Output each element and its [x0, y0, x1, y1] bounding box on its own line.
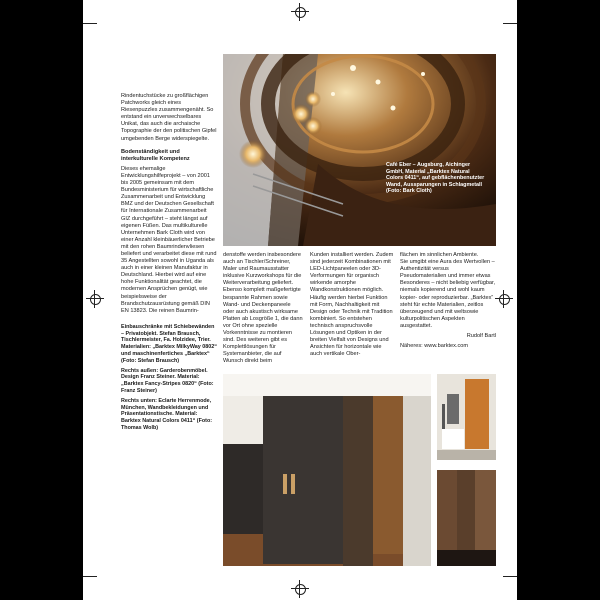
photo-cafe-staircase [223, 54, 496, 246]
caption-built-in-cabinets: Einbauschränke mit Schiebewänden – Privatobjekt. Stefan Brausch, Tischlermeister, Fa. Holzidee, Trier. Materialien: „Barktex MilkyWay 0802“ und maschinenfertiches „Barktex“ (Foto: Stefan Brausch) [121, 323, 217, 364]
right-text-column [400, 252, 496, 353]
photo-built-in-cabinets [223, 374, 431, 566]
left-text-column [121, 93, 217, 435]
crop-mark [83, 576, 97, 577]
photo-menswear-store [437, 470, 496, 566]
mid-paragraph-1: denstoffe werden insbesondere auch an Tischler/Schreiner, Maler und Raumausstatter inklusive Kurzworkshops für die Weiterverarbeitung geliefert. Ebenso komplett maßgefertigte bespannte Rahmen sowie Wand- und Deckenpaneele oder auch akustisch wirksame Platten ab Losgröße 1, die dann vor Ort ohne spezielle Vorkenntnisse zu montieren sind. Des weiteren gibt es Komplettlösungen für Systemanbieter, die auf Wunsch direkt beim [223, 252, 303, 365]
right-paragraph: flächen im sinnlichen Ambiente. Sie umgibt eine Aura des Wertvollen – Authentizität versus Pseudomaterialien und immer etwas Besonderes – nicht beliebig verfügbar, niemals kopierend und wohl kaum kopier- oder reproduzierbar. „Barktex“ steht für echte Materialien, zeitlos überzeugend und mit weltsowie kulturpolitischen Aspekten ausgestattet. [400, 252, 496, 329]
intro-paragraph: Rindentuchstücke zu großflächigen Patchworks gleich eines Riesenpuzzles zusammengenäht. So entstand ein unverwechselbares Unikat, das auch die archaische Topographie der den politischen Gipfel umgebenden Berge widerspiegelte. [121, 93, 217, 142]
registration-mark-right [495, 290, 513, 308]
registration-mark-top [291, 3, 309, 21]
photo-wardrobe [437, 374, 496, 460]
author-name: Rudolf Bartl [466, 333, 496, 340]
caption-menswear-store: Rechts unten: Eclarte Herrenmode, München, Wandbekleidungen und Präsentationstische. Material: Barktex Natural Colors 0411“ (Foto: Thomas Wolb) [121, 397, 213, 431]
middle-text-column-2 [310, 252, 395, 361]
body-paragraph: Dieses ehemalige Entwicklungshilfeprojekt – von 2001 bis 2005 gemeinsam mit dem Bundesministerium für wirtschaftliche Zusammenarbeit und Entwicklung BMZ und der Deutschen Gesellschaft für Internationale Zusammenarbeit GIZ durchgeführt – steht längst auf eigenen Füßen. Das multikulturelle Unternehmen Bark Cloth wird von einer Anzahl kleinbäuerlicher Betriebe mit den rohen Baumrindenvliesen beliefert und verarbeitet diese mit rund 35 Angestellten sowohl in Uganda als auch in einer kleinen Manufaktur in Deutschland. Hierbei wird auf eine hohe Funktionalität geachtet, die modernen Ansprüchen genügt, wie beispielsweise der Brandschutzausrüstung gemäß DIN EN 13823. Die reinen Baumrin- [121, 165, 217, 314]
photo-caption-cafe: Café Eber – Augsburg, Aichinger GmbH, Material „Barktex Natural Colors 0411“, auf gebflächenbenutzter Wand, Aussparungen in Schlagmetall (Foto: Bark Cloth) [386, 162, 485, 195]
crop-mark [503, 576, 517, 577]
staircase-image [223, 54, 496, 246]
registration-mark-bottom [291, 580, 309, 598]
crop-mark [503, 23, 517, 24]
website-info: Näheres: www.barktex.com [400, 343, 469, 350]
mid-paragraph-2: Kunden installiert werden. Zudem sind jederzeit Kombinationen mit LED-Lichtpaneelen oder 3D-Verformungen für organisch wirkende amorphe Wandkonstruktionen möglich. Häufig werden hierbei Funktion mit Form, Nachhaltigkeit mit Design oder Technik mit Tradition kombiniert. So entstehen technisch anspruchsvolle Lösungen und Optiken in der breiten Vielfalt von Designs und Ansichten für horizontale wie auch vertikale Ober- [310, 252, 394, 358]
magazine-page [83, 0, 517, 600]
registration-mark-left [86, 290, 104, 308]
caption-wardrobe: Rechts außen: Garderobenmöbel. Design Franz Steiner. Material: „Barktex Fancy-Stripes 0820“ (Foto: Franz Steiner) [121, 367, 214, 394]
section-heading: Bodenständigkeit und interkulturelle Kompetenz [121, 148, 190, 162]
crop-mark [83, 23, 97, 24]
middle-text-column-1 [223, 252, 303, 369]
